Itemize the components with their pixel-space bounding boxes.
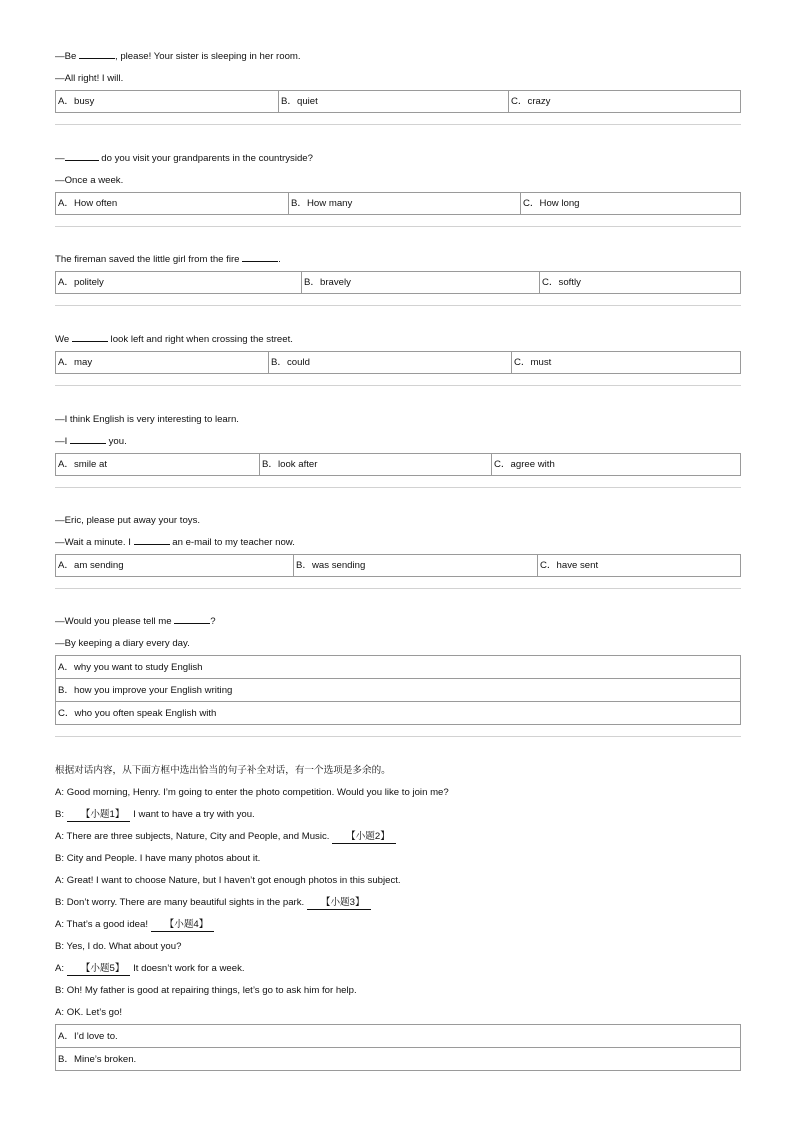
options-row <box>55 90 741 113</box>
option-b[interactable]: B．could <box>268 352 511 373</box>
question-text: —By keeping a diary every day. <box>55 638 190 649</box>
question-5 <box>55 409 741 488</box>
option-c[interactable]: C．have sent <box>537 555 740 576</box>
option-b[interactable]: B．quiet <box>278 91 508 112</box>
question-6 <box>55 510 741 589</box>
answer-blank[interactable] <box>134 532 170 545</box>
dialogue-line <box>55 870 741 892</box>
question-separator <box>55 588 741 589</box>
dialogue-text: A: OK. Let’s go! <box>55 1007 123 1018</box>
question-text-line <box>55 170 741 192</box>
dialogue-line <box>55 1002 741 1024</box>
question-text: —Eric, please put away your toys. <box>55 515 201 526</box>
option-a[interactable]: A．am sending <box>58 560 124 571</box>
answer-blank[interactable] <box>174 611 210 624</box>
dialogue-text: B: Don’t worry. There are many beautiful sights in the park. <box>55 897 307 908</box>
option-b[interactable]: B．look after <box>259 454 491 475</box>
question-separator <box>55 124 741 125</box>
dialogue-text: A: Good morning, Henry. I’m going to enter the photo competition. Would you like to join me? <box>55 787 449 798</box>
options-column <box>55 655 741 725</box>
question-text: —Be <box>55 51 79 62</box>
dialogue-text: A: There are three subjects, Nature, City and People, and Music. <box>55 831 333 842</box>
dialogue-text: It doesn’t work for a week. <box>130 963 245 974</box>
options-row <box>55 271 741 294</box>
dialogue-text: B: <box>55 809 67 820</box>
option-a[interactable]: A．busy <box>58 96 95 107</box>
option-b[interactable]: B．was sending <box>293 555 537 576</box>
option-c[interactable]: C．agree with <box>491 454 740 475</box>
question-2 <box>55 148 741 227</box>
dialogue-section <box>55 760 741 1071</box>
question-separator <box>55 487 741 488</box>
dialogue-text: A: Great! I want to choose Nature, but I haven’t got enough photos in this subject. <box>55 875 401 886</box>
option-c[interactable]: C．softly <box>539 272 740 293</box>
question-text: an e-mail to my teacher now. <box>169 537 295 548</box>
question-text-line <box>55 68 741 90</box>
question-text: — <box>55 153 65 164</box>
dialogue-text: A: <box>55 963 67 974</box>
option-b[interactable]: B．bravely <box>301 272 539 293</box>
dialogue-option-a[interactable]: A．I’d love to. <box>56 1025 740 1048</box>
question-text-line <box>55 329 741 351</box>
dialogue-text: B: City and People. I have many photos about it. <box>55 853 261 864</box>
options-row <box>55 453 741 476</box>
option-b[interactable]: B．How many <box>288 193 520 214</box>
option-c[interactable]: C．How long <box>520 193 740 214</box>
question-text-line <box>55 148 741 170</box>
question-3 <box>55 249 741 306</box>
question-text-line <box>55 510 741 532</box>
dialogue-text: A: That’s a good idea! <box>55 919 151 930</box>
question-text-line <box>55 249 741 271</box>
sub-question-blank[interactable]: 【小题1】 <box>67 808 131 822</box>
option-a[interactable]: A．politely <box>58 277 104 288</box>
question-text: —Would you please tell me <box>55 616 175 627</box>
dialogue-instruction: 根据对话内容，从下面方框中选出恰当的句子补全对话，有一个选项是多余的。 <box>55 765 391 776</box>
question-text: , please! Your sister is sleeping in her room. <box>115 51 301 62</box>
question-separator <box>55 305 741 306</box>
dialogue-line <box>55 804 741 826</box>
question-separator <box>55 226 741 227</box>
dialogue-line <box>55 980 741 1002</box>
question-text-line <box>55 532 741 554</box>
options-row <box>55 351 741 374</box>
question-text: We <box>55 334 72 345</box>
dialogue-text: B: Yes, I do. What about you? <box>55 941 182 952</box>
dialogue-line <box>55 782 741 804</box>
dialogue-text: I want to have a try with you. <box>130 809 255 820</box>
question-text: look left and right when crossing the street. <box>107 334 293 345</box>
answer-blank[interactable] <box>72 329 108 342</box>
question-4 <box>55 329 741 386</box>
option-c[interactable]: C．crazy <box>508 91 740 112</box>
option-a[interactable]: A．smile at <box>58 459 108 470</box>
dialogue-option-b[interactable]: B．Mine’s broken. <box>56 1048 740 1071</box>
question-text: —Once a week. <box>55 175 124 186</box>
answer-blank[interactable] <box>242 249 278 262</box>
dialogue-line <box>55 914 741 936</box>
option-b[interactable]: B．how you improve your English writing <box>56 679 740 702</box>
dialogue-line <box>55 936 741 958</box>
option-a[interactable]: A．How often <box>58 198 118 209</box>
question-text: The fireman saved the little girl from the fire <box>55 254 243 265</box>
sub-question-blank[interactable]: 【小题4】 <box>151 918 215 932</box>
sub-question-blank[interactable]: 【小题5】 <box>67 962 131 976</box>
sub-question-blank[interactable]: 【小题2】 <box>332 830 396 844</box>
question-text-line <box>55 633 741 655</box>
question-text-line <box>55 431 741 453</box>
options-row <box>55 192 741 215</box>
dialogue-text: B: Oh! My father is good at repairing things, let’s go to ask him for help. <box>55 985 357 996</box>
question-text: —Wait a minute. I <box>55 537 134 548</box>
question-separator <box>55 385 741 386</box>
sub-question-blank[interactable]: 【小题3】 <box>307 896 371 910</box>
question-text-line <box>55 46 741 68</box>
question-text: do you visit your grandparents in the countryside? <box>98 153 313 164</box>
answer-blank[interactable] <box>79 46 115 59</box>
question-text: ? <box>210 616 216 627</box>
dialogue-line <box>55 892 741 914</box>
dialogue-line <box>55 826 741 848</box>
question-text: you. <box>105 436 127 447</box>
question-7 <box>55 611 741 737</box>
question-separator <box>55 736 741 737</box>
question-text: —All right! I will. <box>55 73 124 84</box>
option-a[interactable]: A．why you want to study English <box>56 656 740 679</box>
question-text: —I <box>55 436 70 447</box>
question-1 <box>55 46 741 125</box>
dialogue-line <box>55 848 741 870</box>
question-text: . <box>278 254 281 265</box>
question-text: —I think English is very interesting to learn. <box>55 414 239 425</box>
question-text-line <box>55 611 741 633</box>
question-text-line <box>55 409 741 431</box>
answer-blank[interactable] <box>70 431 106 444</box>
dialogue-line <box>55 958 741 980</box>
dialogue-options <box>55 1024 741 1071</box>
options-row <box>55 554 741 577</box>
option-c[interactable]: C．must <box>511 352 740 373</box>
option-c[interactable]: C．who you often speak English with <box>56 702 740 725</box>
answer-blank[interactable] <box>65 148 99 161</box>
option-a[interactable]: A．may <box>58 357 93 368</box>
